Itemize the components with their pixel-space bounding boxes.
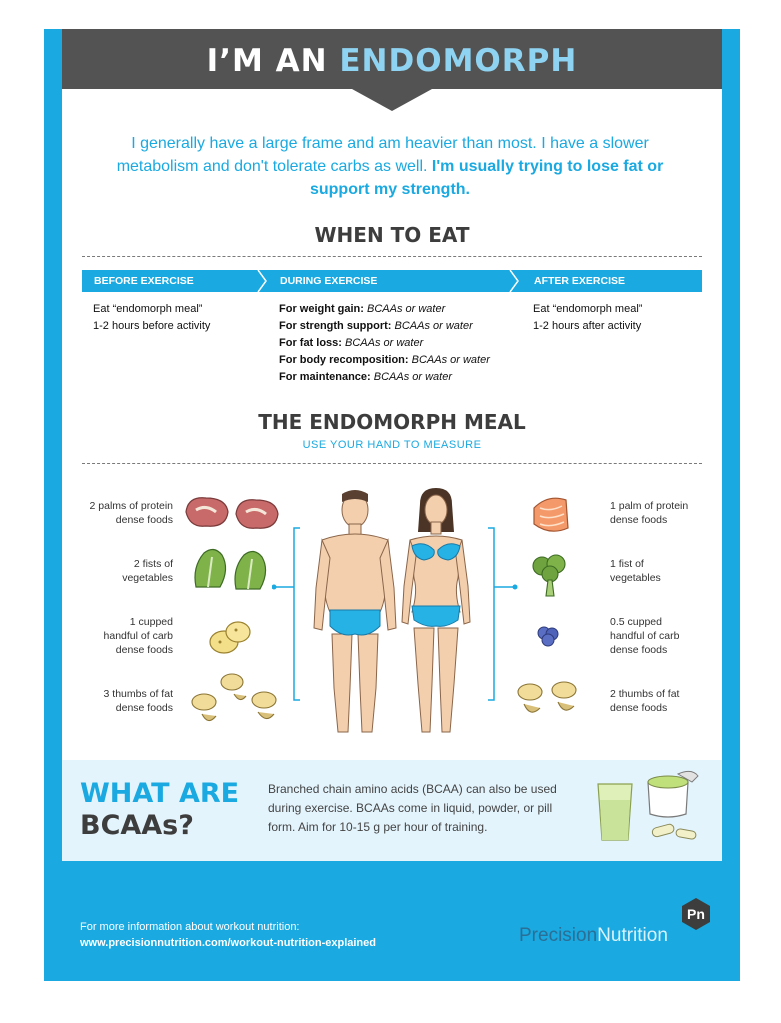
male-figure: [312, 488, 398, 744]
broccoli-icon: [530, 552, 570, 598]
lettuce-icon: [190, 545, 274, 593]
brand-logo-text: PrecisionNutrition: [519, 925, 668, 946]
footer-info: [80, 919, 376, 951]
during-item: For body recomposition: BCAAs or water: [279, 354, 490, 366]
nuts-icon: [512, 676, 588, 722]
meal-subheading: USE YOUR HAND TO MEASURE: [302, 439, 482, 451]
after-exercise-text: [533, 301, 642, 335]
bcaa-title-line1: WHAT ARE: [80, 778, 240, 809]
phase-before-label: BEFORE EXERCISE: [94, 275, 194, 287]
before-line: 1-2 hours before activity: [93, 320, 211, 332]
before-line: Eat “endomorph meal”: [93, 303, 203, 315]
male-bracket: [272, 526, 302, 702]
female-veg-label: 1 fist of vegetables: [610, 558, 661, 584]
male-veg-label: 2 fists of vegetables: [122, 558, 173, 584]
female-figure: [396, 488, 476, 744]
when-to-eat-heading: WHEN TO EAT: [314, 223, 470, 247]
nuts-icon: [186, 668, 282, 728]
bcaa-title-line2: BCAAs?: [80, 810, 194, 841]
potato-icon: [208, 616, 254, 656]
female-protein-label: 1 palm of protein dense foods: [610, 500, 689, 526]
divider: [82, 463, 702, 464]
during-exercise-list: [279, 301, 490, 386]
male-carb-label: 1 cupped handful of carb dense foods: [103, 616, 173, 656]
footer-info-line: For more information about workout nutrition:: [80, 921, 300, 933]
phase-after-label: AFTER EXERCISE: [534, 275, 626, 287]
after-line: Eat “endomorph meal”: [533, 303, 643, 315]
footer-url-link[interactable]: www.precisionnutrition.com/workout-nutrition-explained: [80, 937, 376, 949]
blueberries-icon: [536, 624, 560, 648]
before-exercise-text: [93, 301, 210, 335]
during-item: For strength support: BCAAs or water: [279, 320, 473, 332]
divider: [82, 256, 702, 257]
female-carb-label: 0.5 cupped handful of carb dense foods: [610, 616, 680, 656]
bcaa-description: Branched chain amino acids (BCAA) can also be used during exercise. BCAAs come in liquid, powder, or pill form. Aim for 10-15 g per hour of training.: [268, 782, 557, 834]
phase-during-label: DURING EXERCISE: [280, 275, 378, 287]
during-item: For fat loss: BCAAs or water: [279, 337, 424, 349]
steak-icon: [182, 492, 282, 534]
female-fat-label: 2 thumbs of fat dense foods: [610, 688, 680, 714]
female-bracket: [486, 526, 518, 702]
during-item: For maintenance: BCAAs or water: [279, 371, 452, 383]
exercise-timeline: [82, 270, 702, 292]
brand-logo-icon: [679, 897, 713, 931]
meal-heading: THE ENDOMORPH MEAL: [258, 410, 526, 434]
male-protein-label: 2 palms of protein dense foods: [89, 500, 173, 526]
male-fat-label: 3 thumbs of fat dense foods: [103, 688, 173, 714]
intro-paragraph: I generally have a large frame and am heavier than most. I have a slower metabolism and don't tolerate carbs as well. I'm usually trying to lose fat or support my strength.: [116, 135, 664, 198]
svg-text:Pn: Pn: [687, 906, 705, 922]
salmon-icon: [528, 494, 572, 536]
bcaa-products-icon: [592, 768, 704, 848]
during-item: For weight gain: BCAAs or water: [279, 303, 446, 315]
after-line: 1-2 hours after activity: [533, 320, 642, 332]
title-banner: [62, 29, 722, 111]
page-title: I’M AN ENDOMORPH: [206, 43, 578, 79]
